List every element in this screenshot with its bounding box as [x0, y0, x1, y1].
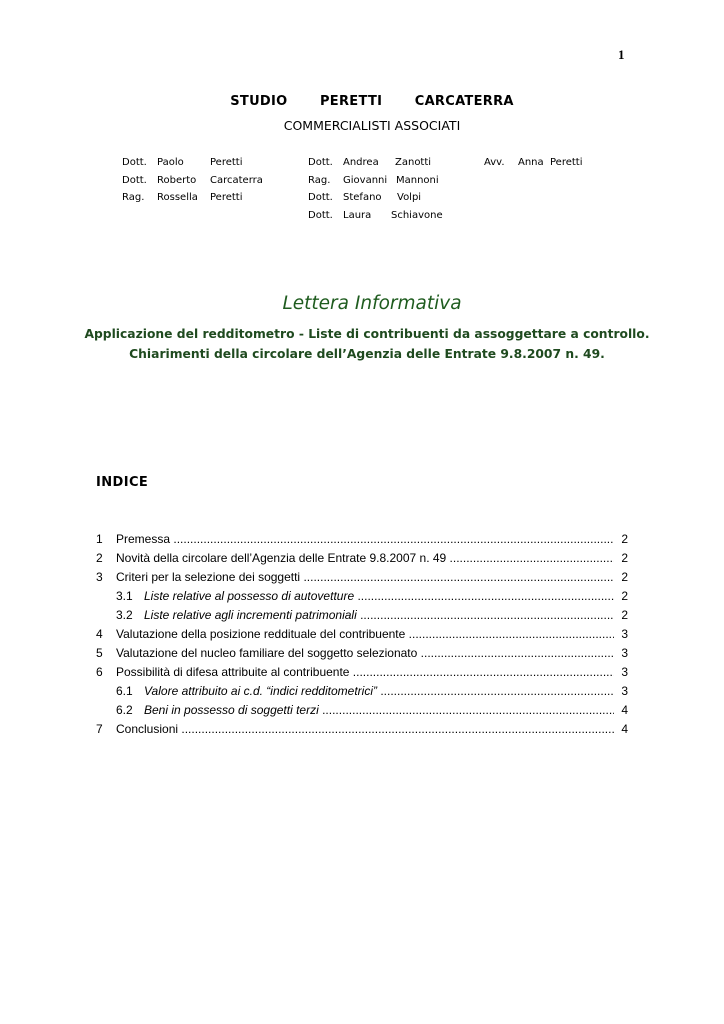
partner-first-name: Andrea [343, 157, 379, 168]
toc-entry-page: 3 [621, 684, 628, 698]
toc-entry-number: 3.2 [116, 608, 133, 622]
toc-entry-page: 2 [621, 608, 628, 622]
partner-entry [308, 154, 478, 172]
toc-entry-title: Liste relative al possesso di autovetture ..... [144, 587, 614, 606]
toc-entry-number: 6.1 [116, 684, 133, 698]
partner-title: Rag. [308, 174, 331, 186]
toc-entry-number: 1 [96, 532, 103, 546]
toc-entry-title: Beni in possesso di soggetti terzi ..... [144, 701, 614, 720]
toc-entry-page: 2 [621, 551, 628, 565]
partner-entry [308, 207, 478, 225]
toc-entry-title: Valore attribuito ai c.d. “indici redditometrici” ..... [144, 682, 614, 701]
partner-first-name: Giovanni [343, 174, 388, 186]
toc-entry-title: Premessa ..... [116, 530, 614, 549]
table-of-contents [96, 530, 628, 739]
toc-entry[interactable] [96, 549, 628, 568]
toc-entry-title: Liste relative agli incrementi patrimoniali ..... [144, 606, 614, 625]
document-subtitle-line-2: Chiarimenti della circolare dell’Agenzia delle Entrate 9.8.2007 n. 49. [129, 347, 605, 361]
partners-column-1 [122, 154, 302, 207]
toc-entry[interactable] [96, 644, 628, 663]
toc-subentry[interactable] [96, 606, 628, 625]
toc-entry-page: 3 [621, 627, 628, 641]
partner-first-name: Stefano [343, 192, 382, 203]
firm-name: STUDIO PERETTI CARCATERRA [230, 94, 514, 109]
partner-title: Dott. [308, 157, 333, 168]
partner-first-name: Anna [518, 157, 544, 168]
partner-last-name: Zanotti [395, 157, 432, 168]
partner-entry [484, 154, 604, 172]
toc-entry-title: Possibilità di difesa attribuite al contribuente ..... [116, 663, 614, 682]
toc-subentry[interactable] [96, 682, 628, 701]
partner-entry [122, 172, 302, 190]
toc-entry[interactable] [96, 663, 628, 682]
partner-first-name: Laura [343, 209, 372, 221]
toc-entry-page: 2 [621, 570, 628, 584]
partner-last-name: Carcaterra [210, 174, 263, 186]
toc-entry-page: 2 [621, 532, 628, 546]
toc-entry-number: 5 [96, 646, 103, 660]
toc-entry-title: Conclusioni ..... [116, 720, 614, 739]
toc-entry-page: 4 [621, 703, 628, 717]
partner-first-name: Rossella [157, 192, 198, 203]
document-title: Lettera Informativa [282, 293, 462, 314]
partner-entry [122, 189, 302, 207]
partner-title: Dott. [308, 192, 333, 203]
partner-last-name: Peretti [210, 192, 243, 203]
partner-last-name: Peretti [210, 157, 243, 168]
partner-title: Avv. [484, 157, 505, 168]
partner-title: Dott. [122, 174, 147, 186]
index-heading: INDICE [96, 475, 149, 490]
partner-last-name: Volpi [397, 192, 422, 203]
partner-last-name: Mannoni [396, 174, 439, 186]
toc-entry-title: Valutazione del nucleo familiare del soggetto selezionato ..... [116, 644, 614, 663]
firm-subtitle: COMMERCIALISTI ASSOCIATI [283, 118, 461, 133]
partners-column-2 [308, 154, 478, 224]
toc-entry-page: 4 [621, 722, 628, 736]
partner-first-name: Paolo [157, 157, 184, 168]
partner-entry [308, 189, 478, 207]
toc-entry[interactable] [96, 568, 628, 587]
toc-entry-title: Novità della circolare dell’Agenzia delle Entrate 9.8.2007 n. 49 ..... [116, 549, 614, 568]
toc-entry-number: 6 [96, 665, 103, 679]
partner-title: Rag. [122, 192, 145, 203]
toc-entry-page: 3 [621, 665, 628, 679]
toc-entry-page: 2 [621, 589, 628, 603]
toc-entry-number: 3 [96, 570, 103, 584]
partner-first-name: Roberto [157, 174, 197, 186]
partner-title: Dott. [122, 157, 147, 168]
toc-entry-number: 2 [96, 551, 103, 565]
toc-entry-page: 3 [621, 646, 628, 660]
toc-subentry[interactable] [96, 587, 628, 606]
partner-entry [122, 154, 302, 172]
toc-subentry[interactable] [96, 701, 628, 720]
toc-entry-title: Valutazione della posizione reddituale del contribuente ..... [116, 625, 614, 644]
toc-entry-title: Criteri per la selezione dei soggetti ..... [116, 568, 614, 587]
toc-entry[interactable] [96, 720, 628, 739]
toc-entry-number: 7 [96, 722, 103, 736]
toc-entry[interactable] [96, 625, 628, 644]
toc-entry-number: 3.1 [116, 589, 133, 603]
partner-entry [308, 172, 478, 190]
toc-entry-number: 6.2 [116, 703, 133, 717]
page-number: 1 [618, 47, 625, 62]
partner-last-name: Peretti [550, 157, 583, 168]
toc-entry-number: 4 [96, 627, 103, 641]
document-subtitle-line-1: Applicazione del redditometro - Liste di contribuenti da assoggettare a controllo. [84, 327, 650, 341]
partner-last-name: Schiavone [391, 209, 443, 221]
toc-entry[interactable] [96, 530, 628, 549]
partners-column-3 [484, 154, 604, 172]
partner-title: Dott. [308, 209, 333, 221]
